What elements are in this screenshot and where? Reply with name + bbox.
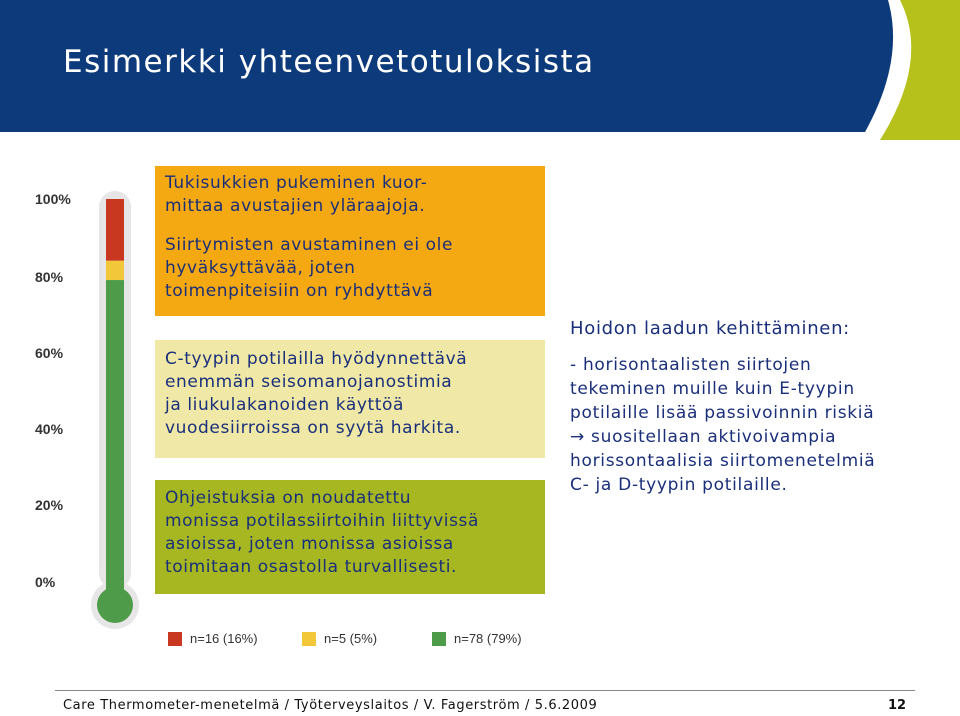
legend-label: n=16 (16%) <box>190 631 258 646</box>
quality-heading: Hoidon laadun kehittäminen: <box>570 318 850 339</box>
tick-label: 80% <box>35 269 64 285</box>
legend-swatch-yellow <box>302 632 316 646</box>
orange-box <box>155 166 545 316</box>
slide-header <box>0 0 960 140</box>
quality-line: → suositellaan aktivoivampia <box>570 427 837 447</box>
box-text-line: vuodesiirroissa on syytä harkita. <box>165 418 461 438</box>
box-text-line: mittaa avustajien yläraajoja. <box>165 196 426 216</box>
tick-label: 40% <box>35 421 64 437</box>
tick-label: 0% <box>35 574 56 590</box>
tick-label: 20% <box>35 497 64 513</box>
legend-label: n=78 (79%) <box>454 631 522 646</box>
box-text-line: Siirtymisten avustaminen ei ole <box>165 235 454 255</box>
box-text-line: enemmän seisomanojanostimia <box>165 372 453 392</box>
quality-line: tekeminen muille kuin E-tyypin <box>570 379 855 399</box>
thermometer-segment-green <box>106 280 124 605</box>
box-text-line: Tukisukkien pukeminen kuor- <box>165 173 428 193</box>
thermometer <box>30 185 170 630</box>
box-text-line: toimitaan osastolla turvallisesti. <box>165 557 458 577</box>
quality-line: C- ja D-tyypin potilaille. <box>570 475 788 495</box>
legend <box>160 622 530 654</box>
quality-line: - horisontaalisten siirtojen <box>570 355 812 375</box>
quality-line: horissontaalisia siirtomenetelmiä <box>570 451 876 471</box>
box-text-line: hyväksyttävää, joten <box>165 258 356 278</box>
tick-label: 60% <box>35 345 64 361</box>
box-text-line: toimenpiteisiin on ryhdyttävä <box>165 281 434 301</box>
box-text-line: ja liukulakanoiden käyttöä <box>165 395 405 415</box>
slide-title: Esimerkki yhteenvetotuloksista <box>63 44 595 80</box>
thermometer-segment-yellow <box>106 261 124 280</box>
legend-swatch-red <box>168 632 182 646</box>
quality-line: potilaille lisää passivoinnin riskiä <box>570 403 875 423</box>
thermometer-graphic <box>30 185 170 630</box>
legend-item <box>432 631 522 646</box>
box-text-line: Ohjeistuksia on noudatettu <box>165 488 412 508</box>
legend-item <box>302 631 377 646</box>
tick-label: 100% <box>35 191 71 207</box>
thermometer-bulb <box>97 587 133 623</box>
yellow-box <box>155 340 545 458</box>
legend-item <box>168 631 258 646</box>
page-number: 12 <box>888 698 907 713</box>
thermometer-segment-red <box>106 199 124 261</box>
footer-divider <box>55 690 915 691</box>
legend-swatch-green <box>432 632 446 646</box>
box-text-line: asioissa, joten monissa asioissa <box>165 534 454 554</box>
box-text-line: C-tyypin potilailla hyödynnettävä <box>165 349 468 369</box>
legend-label: n=5 (5%) <box>324 631 378 646</box>
quality-panel <box>570 317 955 497</box>
green-box <box>155 480 545 594</box>
footer-text: Care Thermometer-menetelmä / Työterveyslaitos / V. Fagerström / 5.6.2009 <box>63 698 598 713</box>
box-text-line: monissa potilassiirtoihin liittyvissä <box>165 511 480 531</box>
